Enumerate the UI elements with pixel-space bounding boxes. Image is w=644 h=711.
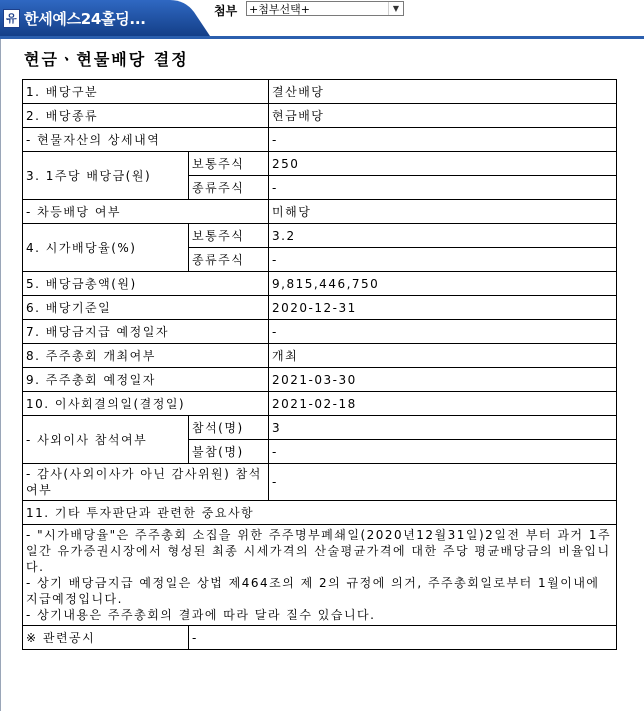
table-row <box>23 152 617 176</box>
row-sublabel: 참석(명) <box>189 416 269 440</box>
row-label: 8. 주주총회 개최여부 <box>23 344 269 368</box>
attach-select[interactable] <box>246 1 404 16</box>
left-border <box>0 39 1 711</box>
row-value: - <box>269 320 617 344</box>
table-row <box>23 344 617 368</box>
row-label: - 감사(사외이사가 아닌 감사위원) 참석여부 <box>23 464 269 501</box>
table-row <box>23 525 617 626</box>
row-sublabel: 종류주식 <box>189 248 269 272</box>
row-value: 3.2 <box>269 224 617 248</box>
attach-select-value: +첨부선택+ <box>249 3 310 16</box>
row-value: - <box>269 128 617 152</box>
row-value: - <box>269 176 617 200</box>
row-value: - <box>189 626 617 650</box>
table-row <box>23 368 617 392</box>
document-title: 현금ㆍ현물배당 결정 <box>24 50 189 69</box>
table-row <box>23 392 617 416</box>
row-value: 결산배당 <box>269 80 617 104</box>
row-label: 2. 배당종류 <box>23 104 269 128</box>
row-label: 7. 배당금지급 예정일자 <box>23 320 269 344</box>
row-label: 1. 배당구분 <box>23 80 269 104</box>
company-badge-icon: 유 <box>3 9 20 28</box>
row-label: - 사외이사 참석여부 <box>23 416 189 464</box>
row-value: 3 <box>269 416 617 440</box>
table-row <box>23 224 617 248</box>
table-row <box>23 416 617 440</box>
table-row <box>23 626 617 650</box>
row-value: - <box>269 248 617 272</box>
row-label: 5. 배당금총액(원) <box>23 272 269 296</box>
table-row <box>23 464 617 501</box>
section-header: 11. 기타 투자판단과 관련한 중요사항 <box>23 501 617 525</box>
table-row <box>23 104 617 128</box>
row-label: 10. 이사회결의일(결정일) <box>23 392 269 416</box>
row-value: 9,815,446,750 <box>269 272 617 296</box>
row-value: - <box>269 464 617 501</box>
top-bar <box>0 0 644 36</box>
row-label: - 현물자산의 상세내역 <box>23 128 269 152</box>
row-label: - 차등배당 여부 <box>23 200 269 224</box>
row-value: 2021-02-18 <box>269 392 617 416</box>
row-sublabel: 보통주식 <box>189 224 269 248</box>
row-label: 6. 배당기준일 <box>23 296 269 320</box>
row-label: 3. 1주당 배당금(원) <box>23 152 189 200</box>
table-row <box>23 272 617 296</box>
company-name[interactable]: 한세예스24홀딩... <box>24 10 146 28</box>
note-line: - 상기 배당금지급 예정일은 상법 제464조의 제 2의 규정에 의거, 주주총회일로부터 1월이내에 지급예정입니다. <box>26 576 600 606</box>
row-value: 2020-12-31 <box>269 296 617 320</box>
row-value: 개최 <box>269 344 617 368</box>
row-value: 2021-03-30 <box>269 368 617 392</box>
row-sublabel: 보통주식 <box>189 152 269 176</box>
row-value: - <box>269 440 617 464</box>
table-row <box>23 128 617 152</box>
attach-label: 첨부 <box>214 4 238 18</box>
row-sublabel: 불참(명) <box>189 440 269 464</box>
table-row <box>23 320 617 344</box>
table-row <box>23 296 617 320</box>
row-label: 9. 주주총회 예정일자 <box>23 368 269 392</box>
row-label: 4. 시가배당율(%) <box>23 224 189 272</box>
dividend-table <box>22 79 617 650</box>
note-line: - 상기내용은 주주총회의 결과에 따라 달라 질수 있습니다. <box>26 608 376 622</box>
row-value: 250 <box>269 152 617 176</box>
row-sublabel: 종류주식 <box>189 176 269 200</box>
table-row <box>23 80 617 104</box>
header-divider <box>0 36 644 39</box>
row-label: ※ 관련공시 <box>23 626 189 650</box>
notes-cell <box>23 525 617 626</box>
row-value: 현금배당 <box>269 104 617 128</box>
row-value: 미해당 <box>269 200 617 224</box>
chevron-down-icon[interactable]: ▼ <box>388 2 403 15</box>
table-row <box>23 501 617 525</box>
note-line: - "시가배당율"은 주주총회 소집을 위한 주주명부폐쇄일(2020년12월31일)2일전 부터 과거 1주일간 유가증권시장에서 형성된 최종 시세가격의 산술평균가격에 대한 주당 평균배당금의 비율입니다. <box>26 528 612 574</box>
table-row <box>23 200 617 224</box>
